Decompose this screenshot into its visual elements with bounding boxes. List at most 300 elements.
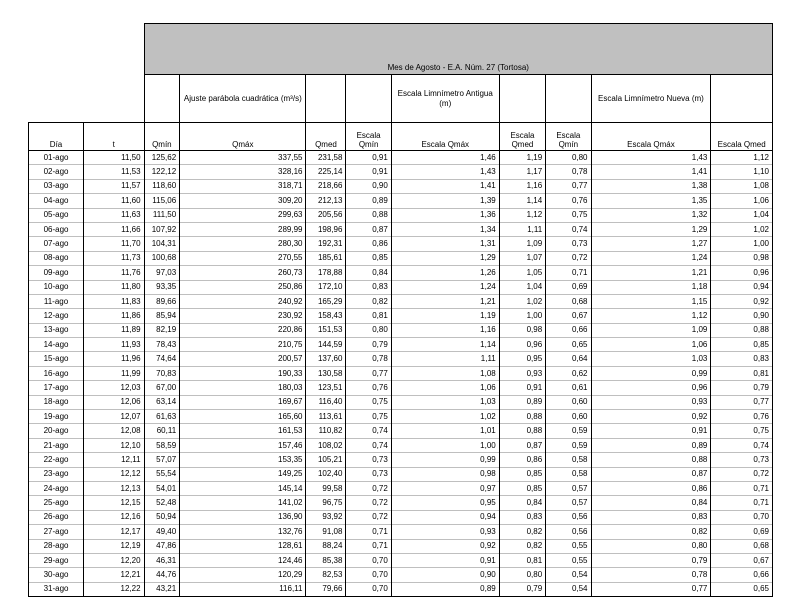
cell-ant-escala-qmin: 0,74	[346, 424, 391, 438]
cell-qmax: 141,02	[180, 496, 306, 510]
cell-nue-escala-qmin: 0,66	[546, 323, 591, 337]
table-row	[29, 553, 773, 567]
cell-ant-escala-qmed: 0,89	[499, 395, 545, 409]
table-row	[29, 467, 773, 481]
data-table	[28, 23, 773, 597]
cell-ant-escala-qmed: 1,19	[499, 151, 545, 165]
cell-dia: 07-ago	[29, 237, 84, 251]
table-row	[29, 525, 773, 539]
cell-nue-escala-qmax: 1,24	[591, 251, 711, 265]
cell-nue-escala-qmax: 1,09	[591, 323, 711, 337]
cell-ant-escala-qmax: 1,08	[391, 366, 499, 380]
cell-ant-escala-qmin: 0,75	[346, 410, 391, 424]
group-ajuste: Ajuste parábola cuadrática (m³/s)	[180, 75, 306, 123]
cell-t: 12,12	[84, 467, 144, 481]
cell-qmin: 43,21	[144, 582, 180, 596]
cell-t: 11,66	[84, 222, 144, 236]
cell-nue-escala-qmax: 0,99	[591, 366, 711, 380]
cell-ant-escala-qmed: 0,95	[499, 352, 545, 366]
cell-ant-escala-qmin: 0,82	[346, 294, 391, 308]
table-row	[29, 251, 773, 265]
cell-dia: 01-ago	[29, 151, 84, 165]
cell-nue-escala-qmed: 0,96	[711, 266, 773, 280]
table-row	[29, 338, 773, 352]
cell-qmed: 130,58	[306, 366, 346, 380]
cell-nue-escala-qmed: 0,73	[711, 453, 773, 467]
cell-ant-escala-qmed: 0,81	[499, 553, 545, 567]
cell-qmin: 93,35	[144, 280, 180, 294]
cell-ant-escala-qmed: 0,86	[499, 453, 545, 467]
cell-qmin: 100,68	[144, 251, 180, 265]
cell-t: 11,93	[84, 338, 144, 352]
cell-ant-escala-qmin: 0,72	[346, 510, 391, 524]
cell-qmin: 58,59	[144, 438, 180, 452]
cell-qmed: 91,08	[306, 525, 346, 539]
cell-nue-escala-qmin: 0,56	[546, 510, 591, 524]
cell-qmed: 137,60	[306, 352, 346, 366]
table-row	[29, 151, 773, 165]
table-row	[29, 395, 773, 409]
cell-nue-escala-qmax: 0,92	[591, 410, 711, 424]
cell-t: 12,19	[84, 539, 144, 553]
cell-qmax: 149,25	[180, 467, 306, 481]
cell-ant-escala-qmin: 0,72	[346, 481, 391, 495]
cell-t: 12,03	[84, 381, 144, 395]
cell-nue-escala-qmax: 1,38	[591, 179, 711, 193]
cell-qmin: 70,83	[144, 366, 180, 380]
cell-ant-escala-qmax: 1,24	[391, 280, 499, 294]
cell-nue-escala-qmin: 0,77	[546, 179, 591, 193]
cell-nue-escala-qmax: 0,96	[591, 381, 711, 395]
cell-qmin: 44,76	[144, 568, 180, 582]
cell-ant-escala-qmed: 1,17	[499, 165, 545, 179]
cell-nue-escala-qmin: 0,78	[546, 165, 591, 179]
cell-ant-escala-qmed: 0,88	[499, 424, 545, 438]
cell-nue-escala-qmax: 0,89	[591, 438, 711, 452]
table-row	[29, 410, 773, 424]
cell-qmin: 122,12	[144, 165, 180, 179]
cell-ant-escala-qmin: 0,86	[346, 237, 391, 251]
cell-qmin: 74,64	[144, 352, 180, 366]
cell-nue-escala-qmin: 0,55	[546, 553, 591, 567]
cell-qmed: 218,66	[306, 179, 346, 193]
cell-ant-escala-qmed: 1,02	[499, 294, 545, 308]
cell-ant-escala-qmin: 0,76	[346, 381, 391, 395]
cell-qmax: 136,90	[180, 510, 306, 524]
cell-qmax: 132,76	[180, 525, 306, 539]
cell-t: 12,06	[84, 395, 144, 409]
cell-qmed: 99,58	[306, 481, 346, 495]
cell-qmax: 328,16	[180, 165, 306, 179]
cell-dia: 21-ago	[29, 438, 84, 452]
cell-ant-escala-qmax: 1,39	[391, 194, 499, 208]
cell-nue-escala-qmed: 1,12	[711, 151, 773, 165]
cell-t: 11,89	[84, 323, 144, 337]
cell-ant-escala-qmed: 0,82	[499, 539, 545, 553]
cell-ant-escala-qmin: 0,70	[346, 553, 391, 567]
cell-ant-escala-qmed: 0,82	[499, 525, 545, 539]
group-spacer	[346, 75, 391, 123]
cell-nue-escala-qmax: 1,41	[591, 165, 711, 179]
cell-t: 12,20	[84, 553, 144, 567]
cell-ant-escala-qmin: 0,77	[346, 366, 391, 380]
cell-ant-escala-qmax: 1,16	[391, 323, 499, 337]
cell-ant-escala-qmed: 1,11	[499, 222, 545, 236]
cell-qmin: 50,94	[144, 510, 180, 524]
blank-corner	[29, 24, 145, 75]
cell-ant-escala-qmax: 1,41	[391, 179, 499, 193]
cell-t: 11,53	[84, 165, 144, 179]
cell-dia: 31-ago	[29, 582, 84, 596]
cell-nue-escala-qmin: 0,71	[546, 266, 591, 280]
cell-dia: 13-ago	[29, 323, 84, 337]
cell-qmin: 57,07	[144, 453, 180, 467]
cell-nue-escala-qmin: 0,54	[546, 568, 591, 582]
cell-nue-escala-qmin: 0,64	[546, 352, 591, 366]
group-spacer	[306, 75, 346, 123]
cell-qmax: 210,75	[180, 338, 306, 352]
cell-ant-escala-qmed: 1,07	[499, 251, 545, 265]
cell-nue-escala-qmax: 1,29	[591, 222, 711, 236]
cell-dia: 29-ago	[29, 553, 84, 567]
cell-t: 12,10	[84, 438, 144, 452]
cell-qmin: 61,63	[144, 410, 180, 424]
cell-qmax: 260,73	[180, 266, 306, 280]
cell-ant-escala-qmed: 0,93	[499, 366, 545, 380]
cell-ant-escala-qmin: 0,91	[346, 151, 391, 165]
col-header-nue-escala-qmax: Escala Qmáx	[591, 123, 711, 151]
cell-nue-escala-qmin: 0,68	[546, 294, 591, 308]
cell-nue-escala-qmin: 0,76	[546, 194, 591, 208]
cell-qmed: 116,40	[306, 395, 346, 409]
blank-corner-2	[29, 75, 145, 123]
cell-t: 12,13	[84, 481, 144, 495]
cell-nue-escala-qmed: 0,70	[711, 510, 773, 524]
cell-dia: 02-ago	[29, 165, 84, 179]
table-row	[29, 179, 773, 193]
cell-qmax: 124,46	[180, 553, 306, 567]
cell-nue-escala-qmin: 0,54	[546, 582, 591, 596]
cell-t: 11,73	[84, 251, 144, 265]
cell-qmin: 49,40	[144, 525, 180, 539]
table-row	[29, 194, 773, 208]
cell-ant-escala-qmed: 0,96	[499, 338, 545, 352]
col-header-nue-escala-qmin: Escala Qmín	[546, 123, 591, 151]
cell-qmin: 78,43	[144, 338, 180, 352]
cell-ant-escala-qmax: 0,92	[391, 539, 499, 553]
cell-nue-escala-qmed: 0,72	[711, 467, 773, 481]
cell-ant-escala-qmin: 0,83	[346, 280, 391, 294]
cell-ant-escala-qmax: 0,94	[391, 510, 499, 524]
cell-ant-escala-qmin: 0,89	[346, 194, 391, 208]
cell-nue-escala-qmin: 0,62	[546, 366, 591, 380]
cell-nue-escala-qmax: 0,87	[591, 467, 711, 481]
cell-ant-escala-qmin: 0,84	[346, 266, 391, 280]
cell-qmin: 85,94	[144, 309, 180, 323]
cell-dia: 16-ago	[29, 366, 84, 380]
cell-ant-escala-qmed: 1,05	[499, 266, 545, 280]
cell-nue-escala-qmin: 0,72	[546, 251, 591, 265]
cell-t: 12,11	[84, 453, 144, 467]
cell-nue-escala-qmin: 0,60	[546, 395, 591, 409]
cell-ant-escala-qmin: 0,78	[346, 352, 391, 366]
cell-qmax: 337,55	[180, 151, 306, 165]
cell-qmed: 165,29	[306, 294, 346, 308]
cell-nue-escala-qmax: 0,78	[591, 568, 711, 582]
cell-qmed: 102,40	[306, 467, 346, 481]
cell-nue-escala-qmax: 1,18	[591, 280, 711, 294]
cell-qmin: 60,11	[144, 424, 180, 438]
cell-qmin: 115,06	[144, 194, 180, 208]
cell-ant-escala-qmin: 0,80	[346, 323, 391, 337]
table-row	[29, 582, 773, 596]
cell-qmax: 318,71	[180, 179, 306, 193]
cell-nue-escala-qmax: 0,86	[591, 481, 711, 495]
cell-ant-escala-qmed: 1,00	[499, 309, 545, 323]
cell-ant-escala-qmed: 0,87	[499, 438, 545, 452]
cell-ant-escala-qmed: 0,80	[499, 568, 545, 582]
table-row	[29, 294, 773, 308]
cell-ant-escala-qmax: 1,11	[391, 352, 499, 366]
cell-qmax: 165,60	[180, 410, 306, 424]
cell-dia: 17-ago	[29, 381, 84, 395]
cell-dia: 04-ago	[29, 194, 84, 208]
cell-nue-escala-qmax: 0,93	[591, 395, 711, 409]
cell-ant-escala-qmed: 1,04	[499, 280, 545, 294]
cell-ant-escala-qmax: 1,02	[391, 410, 499, 424]
cell-dia: 23-ago	[29, 467, 84, 481]
cell-nue-escala-qmax: 1,12	[591, 309, 711, 323]
cell-qmed: 85,38	[306, 553, 346, 567]
cell-qmed: 96,75	[306, 496, 346, 510]
table-row	[29, 381, 773, 395]
cell-nue-escala-qmin: 0,73	[546, 237, 591, 251]
cell-qmax: 289,99	[180, 222, 306, 236]
cell-dia: 11-ago	[29, 294, 84, 308]
table-row	[29, 309, 773, 323]
cell-qmed: 231,58	[306, 151, 346, 165]
cell-nue-escala-qmed: 0,83	[711, 352, 773, 366]
cell-dia: 20-ago	[29, 424, 84, 438]
cell-ant-escala-qmax: 0,98	[391, 467, 499, 481]
cell-ant-escala-qmed: 0,91	[499, 381, 545, 395]
cell-qmin: 107,92	[144, 222, 180, 236]
cell-qmax: 180,03	[180, 381, 306, 395]
cell-qmed: 198,96	[306, 222, 346, 236]
cell-t: 12,22	[84, 582, 144, 596]
group-spacer	[711, 75, 773, 123]
cell-ant-escala-qmin: 0,79	[346, 338, 391, 352]
cell-ant-escala-qmin: 0,73	[346, 453, 391, 467]
cell-ant-escala-qmin: 0,72	[346, 496, 391, 510]
col-header-ant-escala-qmed: Escala Qmed	[499, 123, 545, 151]
group-escala-nueva: Escala Limnímetro Nueva (m)	[591, 75, 711, 123]
cell-nue-escala-qmin: 0,61	[546, 381, 591, 395]
cell-t: 11,63	[84, 208, 144, 222]
cell-dia: 12-ago	[29, 309, 84, 323]
cell-qmin: 118,60	[144, 179, 180, 193]
cell-nue-escala-qmin: 0,58	[546, 467, 591, 481]
cell-t: 12,16	[84, 510, 144, 524]
cell-qmin: 46,31	[144, 553, 180, 567]
cell-qmax: 270,55	[180, 251, 306, 265]
cell-nue-escala-qmax: 0,84	[591, 496, 711, 510]
cell-dia: 08-ago	[29, 251, 84, 265]
cell-nue-escala-qmax: 1,03	[591, 352, 711, 366]
cell-qmin: 63,14	[144, 395, 180, 409]
table-row	[29, 165, 773, 179]
cell-qmin: 82,19	[144, 323, 180, 337]
table-row	[29, 237, 773, 251]
cell-ant-escala-qmax: 1,26	[391, 266, 499, 280]
cell-ant-escala-qmin: 0,71	[346, 525, 391, 539]
cell-dia: 06-ago	[29, 222, 84, 236]
cell-t: 12,07	[84, 410, 144, 424]
cell-t: 11,76	[84, 266, 144, 280]
cell-nue-escala-qmin: 0,57	[546, 481, 591, 495]
cell-qmin: 111,50	[144, 208, 180, 222]
cell-nue-escala-qmax: 0,91	[591, 424, 711, 438]
cell-qmax: 240,92	[180, 294, 306, 308]
cell-nue-escala-qmed: 0,81	[711, 366, 773, 380]
cell-ant-escala-qmed: 0,83	[499, 510, 545, 524]
table-row	[29, 323, 773, 337]
cell-ant-escala-qmin: 0,75	[346, 395, 391, 409]
cell-t: 12,17	[84, 525, 144, 539]
cell-nue-escala-qmed: 0,67	[711, 553, 773, 567]
cell-qmin: 89,66	[144, 294, 180, 308]
cell-t: 11,80	[84, 280, 144, 294]
cell-nue-escala-qmin: 0,60	[546, 410, 591, 424]
cell-qmed: 192,31	[306, 237, 346, 251]
cell-qmin: 67,00	[144, 381, 180, 395]
group-escala-antigua: Escala Limnímetro Antigua (m)	[391, 75, 499, 123]
cell-qmed: 185,61	[306, 251, 346, 265]
table-row	[29, 424, 773, 438]
cell-qmax: 200,57	[180, 352, 306, 366]
cell-ant-escala-qmax: 1,21	[391, 294, 499, 308]
cell-ant-escala-qmed: 1,12	[499, 208, 545, 222]
cell-dia: 18-ago	[29, 395, 84, 409]
cell-ant-escala-qmin: 0,73	[346, 467, 391, 481]
cell-qmax: 230,92	[180, 309, 306, 323]
cell-t: 11,83	[84, 294, 144, 308]
cell-ant-escala-qmax: 1,43	[391, 165, 499, 179]
cell-ant-escala-qmed: 1,14	[499, 194, 545, 208]
cell-nue-escala-qmed: 1,08	[711, 179, 773, 193]
col-header-qmed: Qmed	[306, 123, 346, 151]
cell-qmed: 151,53	[306, 323, 346, 337]
cell-ant-escala-qmin: 0,87	[346, 222, 391, 236]
cell-ant-escala-qmin: 0,90	[346, 179, 391, 193]
cell-ant-escala-qmin: 0,81	[346, 309, 391, 323]
cell-dia: 15-ago	[29, 352, 84, 366]
cell-nue-escala-qmax: 0,82	[591, 525, 711, 539]
table-row	[29, 539, 773, 553]
cell-nue-escala-qmax: 1,43	[591, 151, 711, 165]
cell-qmax: 280,30	[180, 237, 306, 251]
cell-dia: 05-ago	[29, 208, 84, 222]
cell-qmed: 93,92	[306, 510, 346, 524]
cell-nue-escala-qmax: 0,77	[591, 582, 711, 596]
cell-dia: 25-ago	[29, 496, 84, 510]
cell-qmax: 309,20	[180, 194, 306, 208]
col-header-ant-escala-qmin: Escala Qmín	[346, 123, 391, 151]
col-header-ant-escala-qmax: Escala Qmáx	[391, 123, 499, 151]
cell-nue-escala-qmed: 1,02	[711, 222, 773, 236]
cell-t: 11,60	[84, 194, 144, 208]
table-row	[29, 280, 773, 294]
cell-nue-escala-qmin: 0,65	[546, 338, 591, 352]
table-row	[29, 208, 773, 222]
cell-nue-escala-qmed: 0,76	[711, 410, 773, 424]
table-title: Mes de Agosto - E.A. Núm. 27 (Tortosa)	[144, 24, 772, 75]
cell-ant-escala-qmax: 1,03	[391, 395, 499, 409]
cell-ant-escala-qmax: 1,14	[391, 338, 499, 352]
cell-t: 11,50	[84, 151, 144, 165]
cell-qmed: 212,13	[306, 194, 346, 208]
cell-nue-escala-qmax: 1,21	[591, 266, 711, 280]
cell-nue-escala-qmin: 0,57	[546, 496, 591, 510]
cell-ant-escala-qmax: 1,34	[391, 222, 499, 236]
table-row	[29, 481, 773, 495]
cell-qmed: 110,82	[306, 424, 346, 438]
cell-t: 12,15	[84, 496, 144, 510]
cell-nue-escala-qmed: 0,88	[711, 323, 773, 337]
cell-nue-escala-qmed: 0,75	[711, 424, 773, 438]
cell-qmin: 55,54	[144, 467, 180, 481]
cell-ant-escala-qmed: 1,16	[499, 179, 545, 193]
cell-qmax: 220,86	[180, 323, 306, 337]
cell-nue-escala-qmin: 0,69	[546, 280, 591, 294]
table-row	[29, 510, 773, 524]
cell-dia: 28-ago	[29, 539, 84, 553]
table-row	[29, 453, 773, 467]
cell-nue-escala-qmax: 1,15	[591, 294, 711, 308]
cell-qmin: 97,03	[144, 266, 180, 280]
cell-qmin: 104,31	[144, 237, 180, 251]
cell-nue-escala-qmed: 0,90	[711, 309, 773, 323]
table-row	[29, 496, 773, 510]
cell-nue-escala-qmax: 1,32	[591, 208, 711, 222]
cell-dia: 09-ago	[29, 266, 84, 280]
cell-nue-escala-qmax: 1,27	[591, 237, 711, 251]
cell-t: 11,57	[84, 179, 144, 193]
cell-nue-escala-qmed: 0,71	[711, 496, 773, 510]
col-header-nue-escala-qmed: Escala Qmed	[711, 123, 773, 151]
cell-ant-escala-qmax: 0,90	[391, 568, 499, 582]
cell-ant-escala-qmax: 1,19	[391, 309, 499, 323]
cell-nue-escala-qmed: 0,94	[711, 280, 773, 294]
group-spacer	[499, 75, 545, 123]
cell-dia: 30-ago	[29, 568, 84, 582]
cell-nue-escala-qmin: 0,80	[546, 151, 591, 165]
cell-ant-escala-qmax: 1,31	[391, 237, 499, 251]
col-header-dia: Día	[29, 123, 84, 151]
spreadsheet	[28, 23, 773, 597]
table-row	[29, 266, 773, 280]
cell-qmax: 120,29	[180, 568, 306, 582]
cell-dia: 26-ago	[29, 510, 84, 524]
cell-qmed: 225,14	[306, 165, 346, 179]
cell-ant-escala-qmax: 1,06	[391, 381, 499, 395]
cell-ant-escala-qmed: 1,09	[499, 237, 545, 251]
cell-qmed: 88,24	[306, 539, 346, 553]
cell-t: 11,86	[84, 309, 144, 323]
cell-qmed: 178,88	[306, 266, 346, 280]
cell-nue-escala-qmed: 0,65	[711, 582, 773, 596]
cell-qmax: 190,33	[180, 366, 306, 380]
